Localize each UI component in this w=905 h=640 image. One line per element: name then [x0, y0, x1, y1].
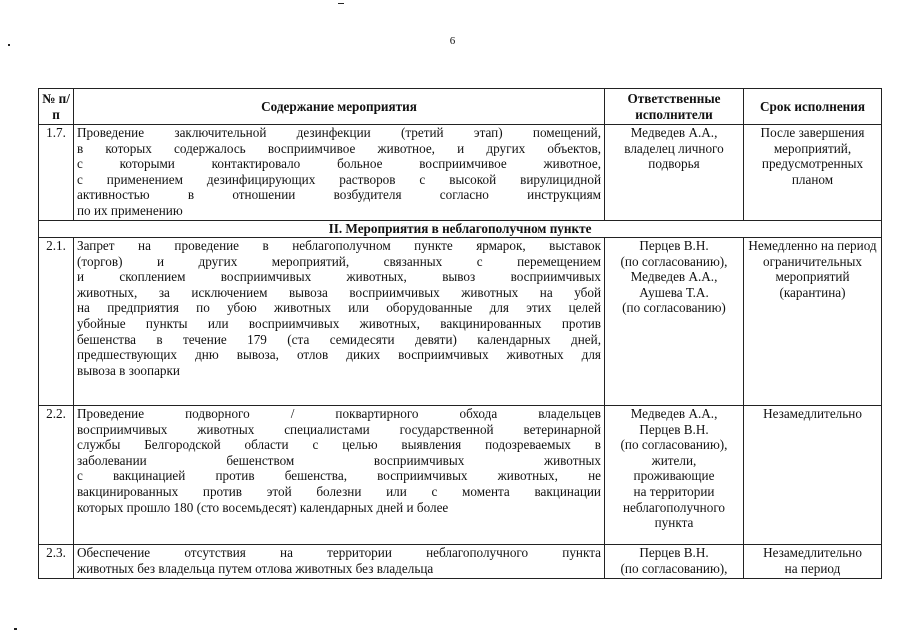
- cell-line: животных, за исключением вывоза восприимчивых животных на убой: [77, 284, 601, 300]
- row-responsible: [605, 125, 744, 221]
- cell-line: вакцинированных против этой болезни или с момента вакцинации: [77, 483, 601, 499]
- header-num: № п/п: [39, 89, 74, 125]
- cell-line: Незамедлительно: [763, 545, 862, 560]
- page-number: 6: [449, 35, 456, 47]
- scan-speck: [14, 628, 17, 630]
- cell-line: планом: [791, 171, 834, 187]
- cell-line: по их применению: [77, 202, 183, 218]
- section-title: II. Мероприятия в неблагополучном пункте: [39, 221, 882, 238]
- cell-line: (по согласованию),: [620, 253, 728, 269]
- cell-line: Проведение заключительной дезинфекции (третий этап) помещений,: [77, 125, 601, 140]
- row-number: 2.1.: [39, 238, 74, 406]
- cell-line: предусмотренных: [761, 156, 864, 172]
- cell-line: После завершения: [760, 125, 865, 140]
- cell-line: Перцев В.Н.: [639, 238, 709, 253]
- table-row: [39, 406, 882, 545]
- cell-line: мероприятий,: [773, 140, 852, 156]
- cell-line: Медведев А.А.,: [630, 406, 718, 421]
- cell-line: Незамедлительно: [763, 406, 862, 421]
- row-content: [74, 125, 605, 221]
- cell-line: Запрет на проведение в неблагополучном пункте ярмарок, выставок: [77, 238, 601, 253]
- row-number: 2.3.: [39, 545, 74, 579]
- row-number: 2.2.: [39, 406, 74, 545]
- row-content: [74, 545, 605, 579]
- cell-line: (торгов) и других мероприятий, связанных с перемещением: [77, 253, 601, 269]
- row-content: [74, 406, 605, 545]
- cell-line: Обеспечение отсутствия на территории неблагополучного пункта: [77, 545, 601, 560]
- cell-line: Медведев А.А.,: [630, 269, 718, 285]
- header-responsible: Ответственные исполнители: [605, 89, 744, 125]
- section-row: [39, 221, 882, 238]
- cell-line: и скоплением восприимчивых животных, вывоз восприимчивых: [77, 269, 601, 285]
- row-deadline: [744, 406, 882, 545]
- cell-line: неблагополучного: [622, 499, 725, 515]
- table-header-row: [39, 89, 882, 125]
- cell-line: Проведение подворного / поквартирного обхода владельцев: [77, 406, 601, 421]
- cell-line: (по согласованию),: [620, 437, 728, 453]
- cell-line: пункта: [654, 515, 694, 531]
- cell-line: бешенства в течение 179 (ста семидесяти девяти) календарных дней,: [77, 331, 601, 347]
- cell-line: Перцев В.Н.: [639, 421, 709, 437]
- table-row: [39, 125, 882, 221]
- row-responsible: [605, 545, 744, 579]
- row-responsible: [605, 238, 744, 406]
- cell-line: вывоза в зоопарки: [77, 362, 180, 378]
- cell-line: (по согласованию): [622, 300, 726, 316]
- cell-line: (по согласованию),: [620, 560, 728, 576]
- cell-line: восприимчивых животных специалистами государственной ветеринарной: [77, 421, 601, 437]
- row-number: 1.7.: [39, 125, 74, 221]
- measures-table: [38, 88, 882, 579]
- cell-line: с которыми контактировало больное восприимчивое животное,: [77, 156, 601, 172]
- cell-line: с применением дезинфицирующих растворов с высокой вирулицидной: [77, 171, 601, 187]
- row-deadline: [744, 545, 882, 579]
- cell-line: службы Белгородской области с целью выявления подозреваемых в: [77, 437, 601, 453]
- cell-line: Перцев В.Н.: [639, 545, 709, 560]
- cell-line: заболевании бешенством восприимчивых животных: [77, 452, 601, 468]
- scan-speck: [8, 44, 10, 46]
- table-row: [39, 545, 882, 579]
- cell-line: активностью в отношении возбудителя согласно инструкциям: [77, 187, 601, 203]
- header-content: Содержание мероприятия: [74, 89, 605, 125]
- cell-line: на территории: [633, 483, 715, 499]
- cell-line: ограничительных: [763, 253, 862, 269]
- cell-line: Аушева Т.А.: [639, 284, 709, 300]
- row-content: [74, 238, 605, 406]
- cell-line: на период: [784, 560, 841, 576]
- cell-line: Немедленно на период: [748, 238, 877, 253]
- cell-line: мероприятий: [775, 269, 850, 285]
- cell-line: убойные пункты или восприимчивых животных, вакцинированных против: [77, 315, 601, 331]
- row-deadline: [744, 125, 882, 221]
- row-deadline: [744, 238, 882, 406]
- cell-line: в которых содержалось восприимчивое животное, и других объектов,: [77, 140, 601, 156]
- cell-line: на предприятия по убою животных или оборудованные для этих целей: [77, 300, 601, 316]
- cell-line: владелец личного: [624, 140, 724, 156]
- cell-line: с вакцинацией против бешенства, восприимчивых животных, не: [77, 468, 601, 484]
- cell-line: проживающие: [633, 468, 715, 484]
- cell-line: (карантина): [779, 284, 846, 300]
- cell-line: подворья: [648, 156, 700, 172]
- row-responsible: [605, 406, 744, 545]
- cell-line: Медведев А.А.,: [630, 125, 718, 140]
- cell-line: животных без владельца путем отлова животных без владельца: [77, 560, 434, 576]
- header-deadline: Срок исполнения: [744, 89, 882, 125]
- cell-line: жители,: [651, 452, 697, 468]
- cell-line: которых прошло 180 (сто восемьдесят) календарных дней и более: [77, 499, 449, 515]
- scan-speck: [338, 3, 344, 4]
- table-row: [39, 238, 882, 406]
- cell-line: предшествующих дню вывоза, отлов диких восприимчивых животных для: [77, 347, 601, 363]
